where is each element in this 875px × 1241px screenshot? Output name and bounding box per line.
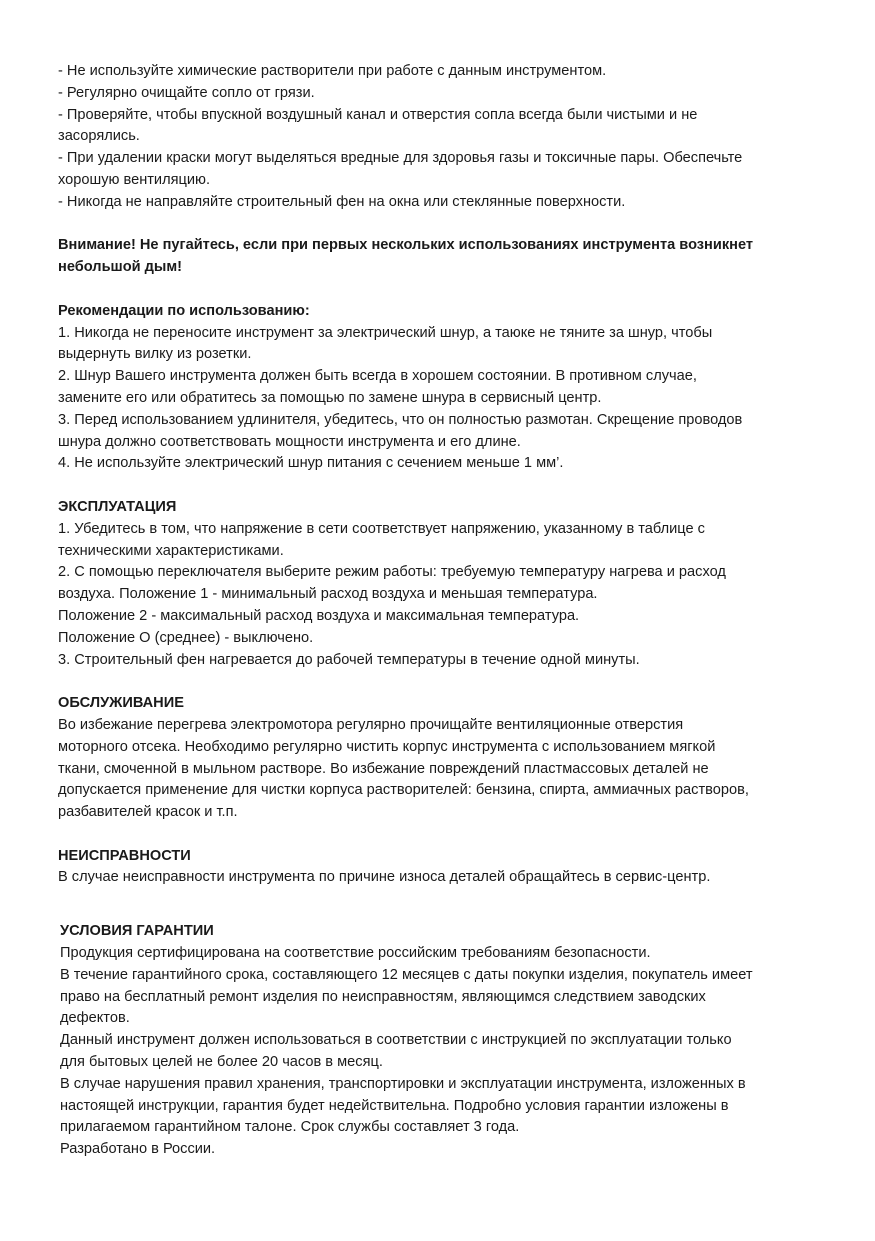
warning-line: небольшой дым! [58,259,183,276]
precautions-section [58,61,848,214]
spacer [58,824,848,846]
warranty-line: для бытовых целей не более 20 часов в месяц. [60,1054,383,1071]
recommendation-line: 1. Никогда не переносите инструмент за электрический шнур, а таюке не тяните за шнур, чтобы [58,324,713,341]
operation-section [58,497,848,671]
manual-page [58,61,848,1161]
warranty-line: Данный инструмент должен использоваться в соответствии с инструкцией по эксплуатации только [60,1032,732,1049]
precaution-line: - Никогда не направляйте строительный фен на окна или стеклянные поверхности. [58,193,626,210]
malfunctions-section [58,846,848,890]
maintenance-section [58,693,848,824]
warranty-line: право на бесплатный ремонт изделия по неисправностям, являющимся следствием заводских [60,988,706,1005]
precaution-line: - При удалении краски могут выделяться вредные для здоровья газы и токсичные пары. Обеспечьте [58,150,743,167]
operation-line: 2. С помощью переключателя выберите режим работы: требуемую температуру нагрева и расход [58,564,726,581]
recommendation-line: 2. Шнур Вашего инструмента должен быть всегда в хорошем состоянии. В противном случае, [58,368,697,385]
spacer [58,671,848,693]
recommendation-line: замените его или обратитесь за помощью по замене шнура в сервисный центр. [58,389,602,406]
warranty-line: В течение гарантийного срока, составляющего 12 месяцев с даты покупки изделия, покупатель имеет [60,966,753,983]
warranty-line: прилагаемом гарантийном талоне. Срок службы составляет 3 года. [60,1119,520,1136]
operation-line: 3. Строительный фен нагревается до рабочей температуры в течение одной минуты. [58,651,640,668]
warning-line: Внимание! Не пугайтесь, если при первых нескольких использованиях инструмента возникнет [58,237,754,254]
maintenance-heading: ОБСЛУЖИВАНИЕ [58,695,184,712]
recommendations-section [58,301,848,475]
operation-line: Положение 2 - максимальный расход воздуха и максимальная температура. [58,607,580,624]
precaution-line: - Не используйте химические растворители при работе с данным инструментом. [58,63,607,79]
warranty-heading: УСЛОВИЯ ГАРАНТИИ [60,923,214,940]
maintenance-line: разбавителей красок и т.п. [58,804,238,821]
malfunctions-heading: НЕИСПРАВНОСТИ [58,847,191,864]
recommendation-line: 4. Не используйте электрический шнур питания с сечением меньше 1 мм’. [58,455,564,472]
recommendation-line: шнура должно соответствовать мощности инструмента и его длине. [58,433,521,450]
operation-line: 1. Убедитесь в том, что напряжение в сети соответствует напряжению, указанному в таблице с [58,520,705,537]
warranty-line: настоящей инструкции, гарантия будет недействительна. Подробно условия гарантии изложены в [60,1097,729,1114]
warranty-line: Разработано в России. [60,1141,216,1158]
precaution-line: - Проверяйте, чтобы впускной воздушный канал и отверстия сопла всегда были чистыми и не [58,106,698,123]
operation-line: техническими характеристиками. [58,542,284,559]
malfunctions-line: В случае неисправности инструмента по причине износа деталей обращайтесь в сервис-центр. [58,869,711,886]
operation-heading: ЭКСПЛУАТАЦИЯ [58,498,177,515]
warning-section [58,235,848,279]
operation-line: Положение О (среднее) - выключено. [58,629,314,646]
warranty-section [60,921,848,1161]
recommendation-line: выдернуть вилку из розетки. [58,346,252,363]
recommendation-line: 3. Перед использованием удлинителя, убедитесь, что он полностью размотан. Скрещение проводов [58,411,743,428]
precaution-line: - Регулярно очищайте сопло от грязи. [58,84,315,101]
spacer [58,475,848,497]
maintenance-line: ткани, смоченной в мыльном растворе. Во избежание повреждений пластмассовых деталей не [58,760,709,777]
spacer [58,279,848,301]
warranty-line: дефектов. [60,1010,130,1027]
precaution-line: засорялись. [58,128,140,145]
operation-line: воздуха. Положение 1 - минимальный расход воздуха и меньшая температура. [58,586,598,603]
maintenance-line: допускается применение для чистки корпуса растворителей: бензина, спирта, аммиачных растворов, [58,782,749,799]
precaution-line: хорошую вентиляцию. [58,171,211,188]
spacer [58,889,848,921]
warranty-line: В случае нарушения правил хранения, транспортировки и эксплуатации инструмента, изложенных в [60,1075,746,1092]
warranty-line: Продукция сертифицирована на соответствие российским требованиям безопасности. [60,945,651,962]
recommendations-heading: Рекомендации по использованию: [58,302,310,319]
maintenance-line: моторного отсека. Необходимо регулярно чистить корпус инструмента с использованием мягкой [58,738,716,755]
spacer [58,214,848,236]
maintenance-line: Во избежание перегрева электромотора регулярно прочищайте вентиляционные отверстия [58,716,684,733]
